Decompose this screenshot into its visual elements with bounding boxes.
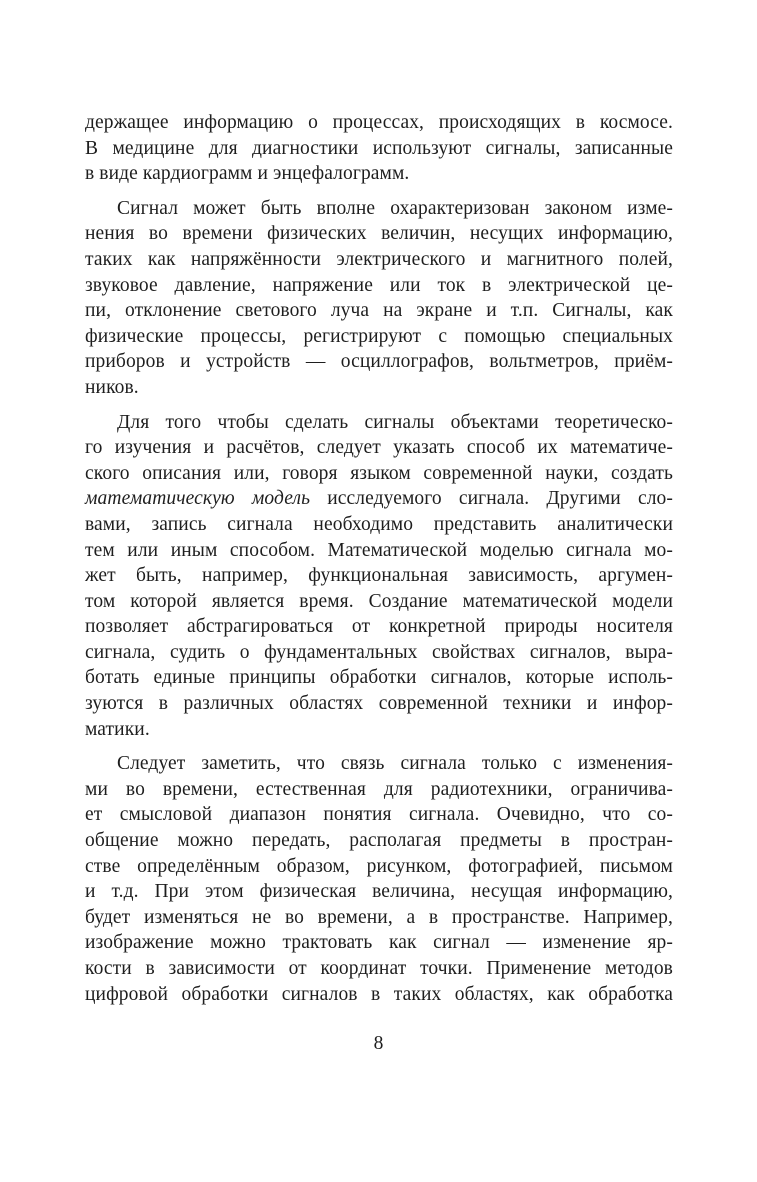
paragraph-math-model [85, 410, 673, 743]
text-line: стве определённым образом, рисунком, фотографией, письмом [85, 855, 673, 877]
text-line: го изучения и расчётов, следует указать способ их математиче- [85, 437, 673, 459]
text-line: кости в зависимости от координат точки. Применение методов [85, 958, 673, 979]
text-line: держащее информацию о процессах, происходящих в космосе. [85, 112, 673, 133]
text-line: пи, отклонение светового луча на экране и т.п. Сигналы, как [85, 300, 673, 322]
text-line: позволяет абстрагироваться от конкретной природы носителя [85, 616, 673, 638]
text-line: ников. [85, 376, 139, 398]
page-number: 8 [373, 1033, 384, 1054]
text-line: тем или иным способом. Математической моделью сигнала мо- [85, 539, 673, 561]
text-line: том которой является время. Создание математической модели [85, 590, 673, 612]
text-line: ми во времени, естественная для радиотехники, ограничива- [85, 778, 673, 800]
text-line: приборов и устройств — осциллографов, вольтметров, приём- [85, 351, 673, 373]
text-line: ет смысловой диапазон понятия сигнала. Очевидно, что со- [85, 804, 673, 826]
text-line: цифровой обработки сигналов в таких областях, как обработка [85, 983, 673, 1005]
text-line: физические процессы, регистрируют с помощью специальных [85, 325, 673, 347]
paragraph-signal-space [85, 751, 673, 1007]
text-line: Для того чтобы сделать сигналы объектами теоретическо- [117, 411, 673, 433]
italic-phrase: математическую модель [85, 488, 311, 510]
text-line: изображение можно трактовать как сигнал — изменение яр- [85, 932, 673, 954]
paragraph-signal-law [85, 196, 673, 401]
text-line: таких как напряжённости электрического и магнитного полей, [85, 248, 673, 270]
text-line: зуются в различных областях современной техники и инфор- [85, 693, 673, 715]
text-span: исследуемого сигнала. Другими сло- [310, 488, 673, 510]
text-line: В медицине для диагностики используют сигналы, записанные [85, 137, 673, 159]
text-line: Следует заметить, что связь сигнала только с изменения- [117, 753, 673, 775]
text-line: в виде кардиограмм и энцефалограмм. [85, 163, 410, 185]
text-line: ботать единые принципы обработки сигналов, которые исполь- [85, 667, 673, 689]
text-line: жет быть, например, функциональная зависимость, аргумен- [85, 565, 673, 587]
paragraph-continuation [85, 110, 673, 187]
text-line: сигнала, судить о фундаментальных свойствах сигналов, выра- [85, 641, 673, 663]
text-line: нения во времени физических величин, несущих информацию, [85, 223, 673, 245]
text-line: вами, запись сигнала необходимо представить аналитически [85, 513, 673, 535]
text-line-with-italic [85, 486, 673, 512]
text-column [85, 110, 673, 1007]
text-line: и т.д. При этом физическая величина, несущая информацию, [85, 881, 673, 903]
text-line: звуковое давление, напряжение или ток в электрической це- [85, 274, 673, 296]
text-line: матики. [85, 718, 150, 740]
text-line: Сигнал может быть вполне охарактеризован законом изме- [117, 197, 673, 219]
text-line: ского описания или, говоря языком современной науки, создать [85, 462, 673, 484]
text-line: будет изменяться не во времени, а в пространстве. Например, [85, 906, 673, 928]
text-line: общение можно передать, располагая предметы в простран- [85, 830, 673, 852]
